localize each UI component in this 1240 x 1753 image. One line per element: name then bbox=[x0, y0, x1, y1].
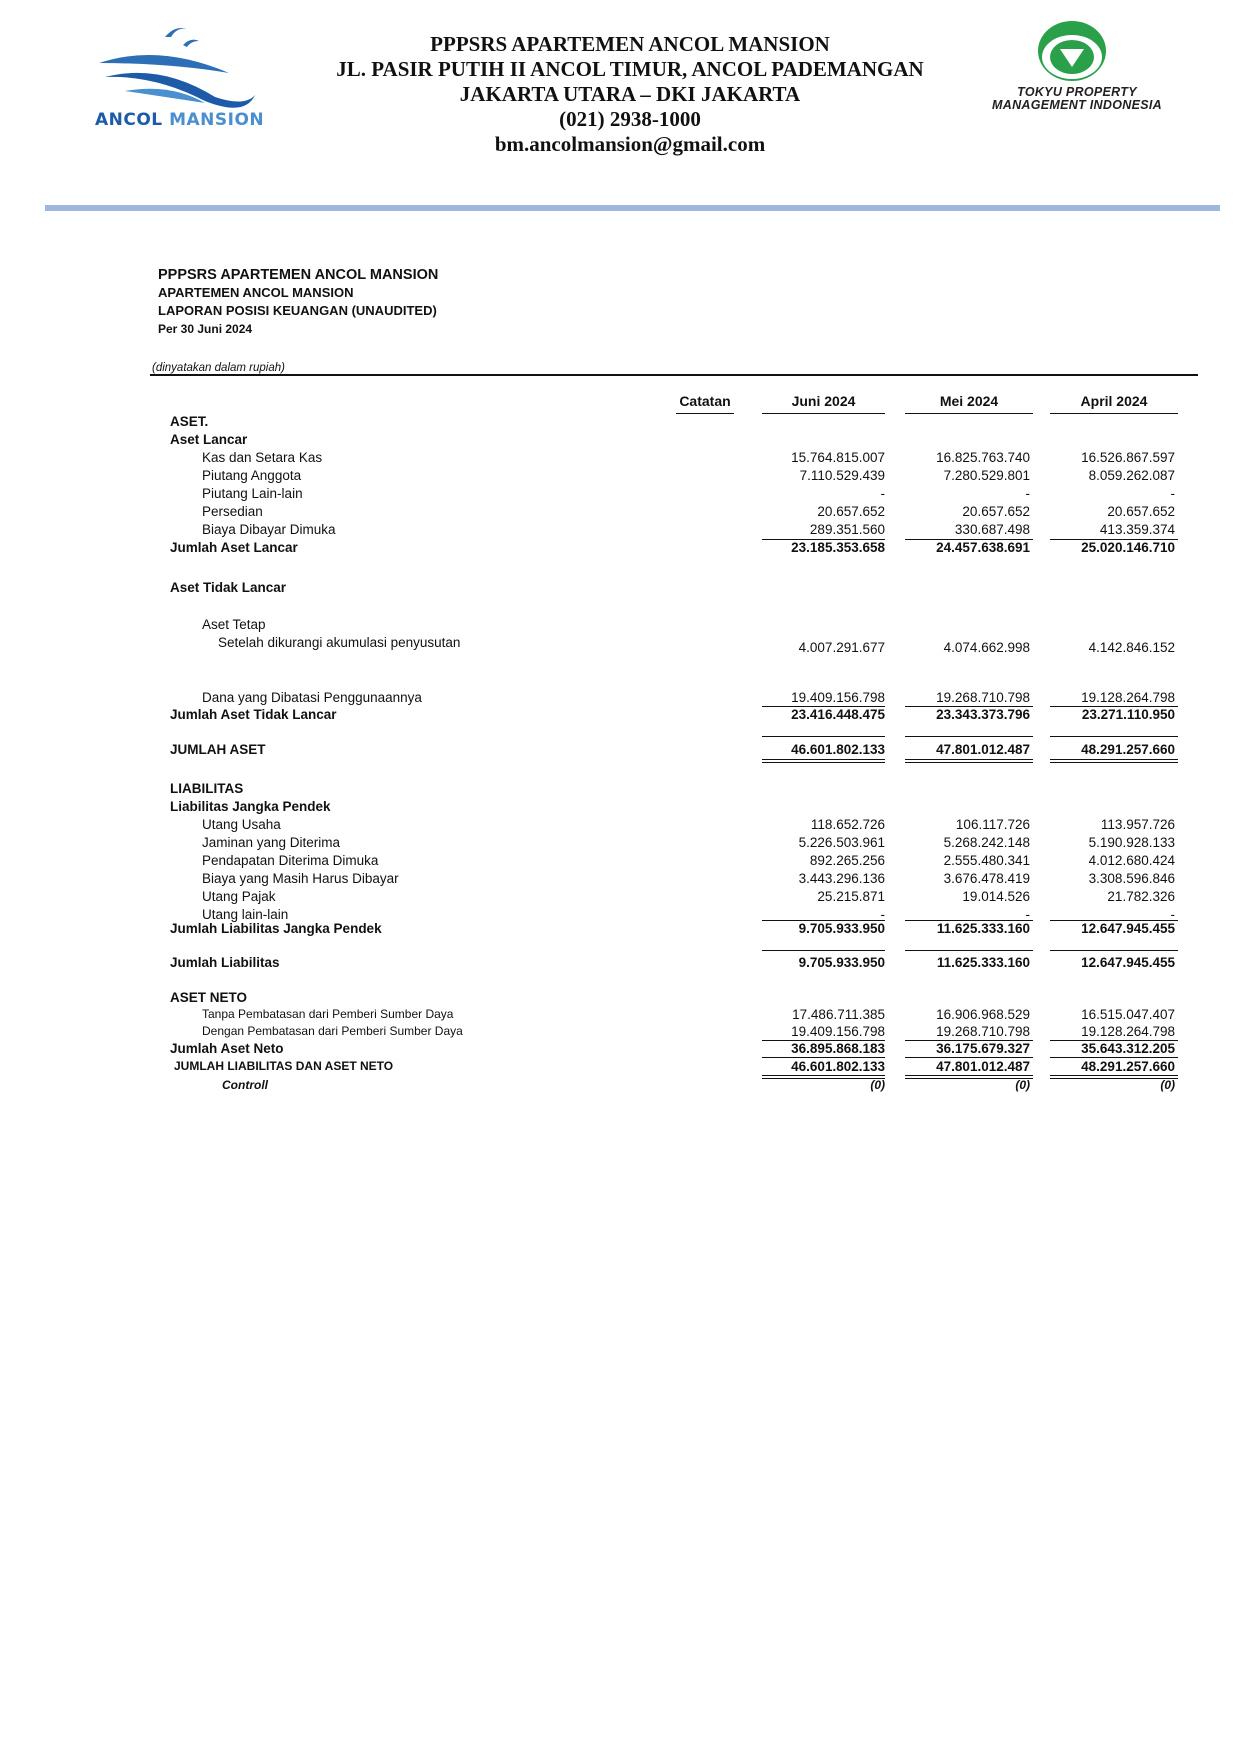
ancol-mansion-wordmark: ANCOL MANSION bbox=[95, 110, 265, 130]
double-rule bbox=[762, 759, 885, 760]
table-row: Pendapatan Diterima Dimuka 892.265.256 2.555.480.341 4.012.680.424 bbox=[202, 853, 1175, 868]
unit-note: (dinyatakan dalam rupiah) bbox=[152, 362, 285, 374]
report-subtitle: APARTEMEN ANCOL MANSION bbox=[158, 285, 354, 300]
table-row: Kas dan Setara Kas 15.764.815.007 16.825.763.740 16.526.867.597 bbox=[202, 450, 1175, 465]
column-header-may: Mei 2024 bbox=[905, 393, 1033, 409]
report-period: Per 30 Juni 2024 bbox=[158, 322, 253, 336]
subtotal-row: Jumlah Aset Neto 36.895.868.183 36.175.679.327 35.643.312.205 bbox=[170, 1041, 1175, 1056]
table-row: Dengan Pembatasan dari Pemberi Sumber Daya 19.409.156.798 19.268.710.798 19.128.264.798 bbox=[202, 1024, 1175, 1039]
subtotal-rule bbox=[1050, 1057, 1178, 1058]
phone-number: (021) 2938-1000 bbox=[559, 107, 701, 131]
double-rule bbox=[905, 759, 1033, 760]
double-rule bbox=[905, 762, 1033, 763]
table-row: Dana yang Dibatasi Penggunaannya 19.409.156.798 19.268.710.798 19.128.264.798 bbox=[202, 690, 1175, 705]
control-row: Controll (0) (0) (0) bbox=[222, 1078, 1175, 1092]
total-rule bbox=[1050, 950, 1178, 951]
total-rule bbox=[762, 736, 885, 737]
table-row: Utang Usaha 118.652.726 106.117.726 113.957.726 bbox=[202, 817, 1175, 832]
table-row: Piutang Lain-lain - - - bbox=[202, 486, 1175, 501]
table-row: Piutang Anggota 7.110.529.439 7.280.529.801 8.059.262.087 bbox=[202, 468, 1175, 483]
report-statement: LAPORAN POSISI KEUANGAN (UNAUDITED) bbox=[158, 303, 437, 318]
sub-item-heading: Aset Tetap bbox=[202, 617, 266, 632]
section-heading: ASET NETO bbox=[170, 990, 248, 1005]
double-rule bbox=[762, 1075, 885, 1076]
email-address: bm.ancolmansion@gmail.com bbox=[494, 132, 766, 156]
total-rule bbox=[762, 950, 885, 951]
section-heading: LIABILITAS bbox=[170, 781, 244, 796]
table-row-values: 4.007.291.677 4.074.662.998 4.142.846.152 bbox=[798, 640, 1175, 655]
tokyu-logo-icon bbox=[1030, 15, 1120, 87]
section-heading: ASET. bbox=[170, 414, 209, 429]
table-row: Biaya yang Masih Harus Dibayar 3.443.296.136 3.676.478.419 3.308.596.846 bbox=[202, 871, 1175, 886]
table-row: Persedian 20.657.652 20.657.652 20.657.652 bbox=[202, 504, 1175, 519]
double-rule bbox=[762, 762, 885, 763]
table-row: Jaminan yang Diterima 5.226.503.961 5.268.242.148 5.190.928.133 bbox=[202, 835, 1175, 850]
column-header-june: Juni 2024 bbox=[762, 393, 885, 409]
subtotal-row: Jumlah Aset Tidak Lancar 23.416.448.475 23.343.373.796 23.271.110.950 bbox=[170, 707, 1175, 722]
table-row: Biaya Dibayar Dimuka 289.351.560 330.687.498 413.359.374 bbox=[202, 522, 1175, 537]
tokyu-wordmark: TOKYU PROPERTY MANAGEMENT INDONESIA bbox=[992, 85, 1162, 112]
address-line-2: JAKARTA UTARA – DKI JAKARTA bbox=[459, 82, 801, 106]
double-rule bbox=[1050, 759, 1178, 760]
double-rule bbox=[1050, 762, 1178, 763]
total-rule bbox=[905, 950, 1033, 951]
subtotal-rule bbox=[762, 1057, 885, 1058]
address-line-1: JL. PASIR PUTIH II ANCOL TIMUR, ANCOL PADEMANGAN bbox=[336, 57, 924, 81]
column-header-april: April 2024 bbox=[1050, 393, 1178, 409]
subtotal-row: Jumlah Liabilitas Jangka Pendek 9.705.933.950 11.625.333.160 12.647.945.455 bbox=[170, 921, 1175, 936]
table-row: Utang lain-lain - - - bbox=[202, 907, 1175, 922]
subsection-heading: Aset Lancar bbox=[170, 432, 248, 447]
report-entity: PPPSRS APARTEMEN ANCOL MANSION bbox=[158, 267, 439, 283]
total-row: JUMLAH ASET 46.601.802.133 47.801.012.487 48.291.257.660 bbox=[170, 742, 1175, 757]
header-divider bbox=[45, 205, 1220, 211]
report-heading bbox=[158, 266, 438, 338]
table-row: Setelah dikurangi akumulasi penyusutan bbox=[218, 635, 461, 650]
org-title: PPPSRS APARTEMEN ANCOL MANSION bbox=[430, 32, 830, 56]
letterhead-text bbox=[280, 32, 980, 157]
double-rule bbox=[905, 1075, 1033, 1076]
total-row: Jumlah Liabilitas 9.705.933.950 11.625.333.160 12.647.945.455 bbox=[170, 955, 1175, 970]
total-rule bbox=[905, 736, 1033, 737]
subtotal-row: Jumlah Aset Lancar 23.185.353.658 24.457.638.691 25.020.146.710 bbox=[170, 540, 1175, 555]
letterhead bbox=[0, 0, 1240, 200]
column-header-note: Catatan bbox=[676, 393, 734, 409]
table-top-rule bbox=[150, 374, 1198, 376]
total-rule bbox=[1050, 736, 1178, 737]
table-row: Tanpa Pembatasan dari Pemberi Sumber Daya 17.486.711.385 16.906.968.529 16.515.047.407 bbox=[202, 1007, 1175, 1022]
grand-total-row: JUMLAH LIABILITAS DAN ASET NETO 46.601.802.133 47.801.012.487 48.291.257.660 bbox=[174, 1059, 1175, 1074]
subsection-heading: Liabilitas Jangka Pendek bbox=[170, 799, 331, 814]
subtotal-rule bbox=[905, 1057, 1033, 1058]
table-row: Utang Pajak 25.215.871 19.014.526 21.782.326 bbox=[202, 889, 1175, 904]
double-rule bbox=[1050, 1075, 1178, 1076]
subsection-heading: Aset Tidak Lancar bbox=[170, 580, 287, 595]
